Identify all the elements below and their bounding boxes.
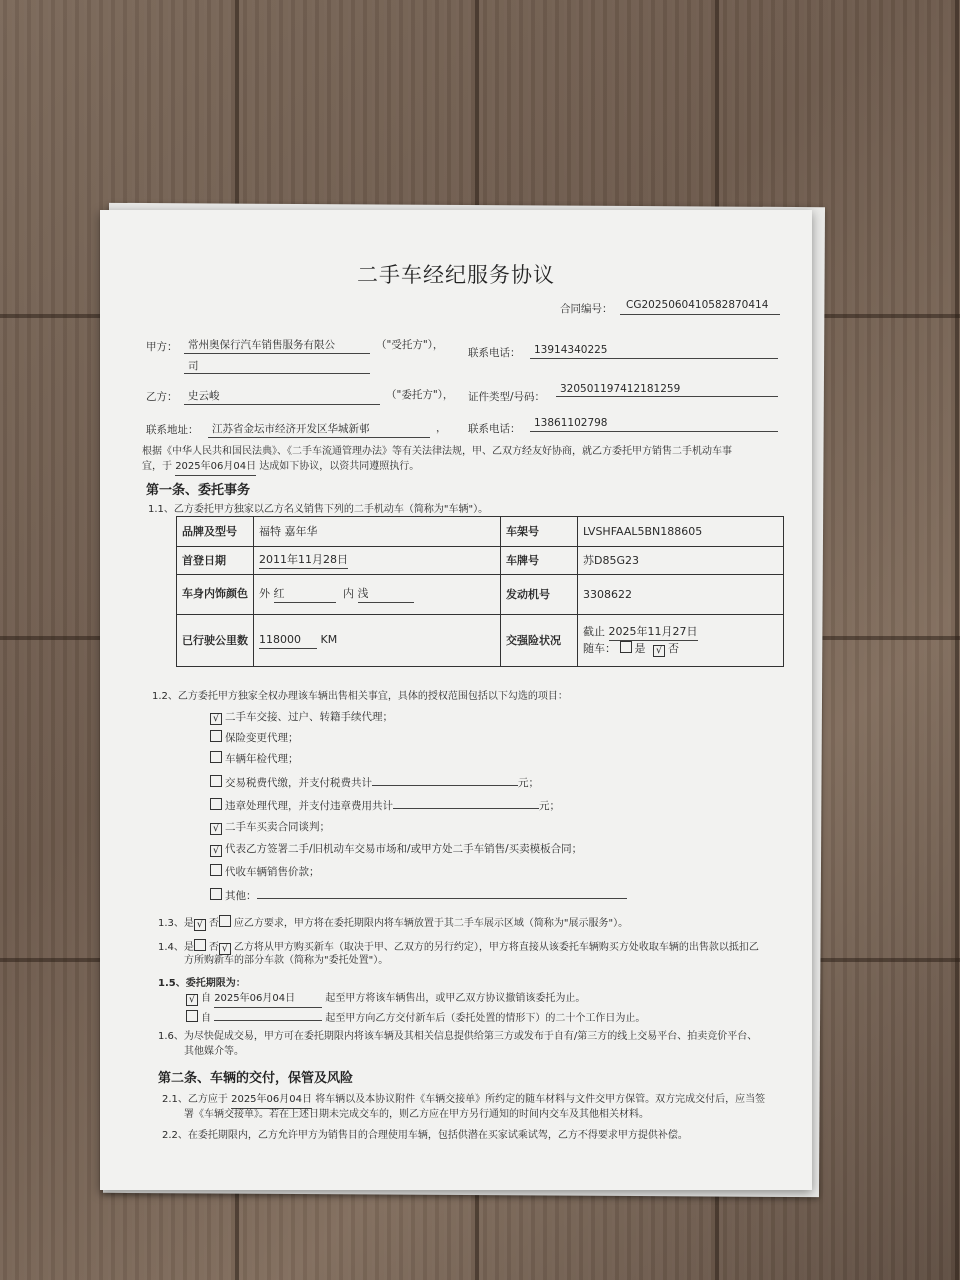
clause-1-1: 1.1、乙方委托甲方独家以乙方名义销售下列的二手机动车（简称为"车辆"）。 <box>148 504 489 515</box>
clause-1-4-no-checkbox[interactable]: √ <box>219 943 231 955</box>
party-b-phone-label: 联系电话： <box>468 423 521 435</box>
option-9-checkbox[interactable] <box>210 888 222 900</box>
option-4-checkbox[interactable] <box>210 775 222 787</box>
party-a-label: 甲方： <box>146 341 178 353</box>
contract-number-underline <box>620 314 780 315</box>
reg-date-label: 首登日期 <box>177 547 254 575</box>
party-b-label: 乙方： <box>146 391 178 403</box>
option-7-label: 代表乙方签署二手/旧机动车交易市场和/或甲方处二手车销售/买卖模板合同； <box>225 843 583 855</box>
option-9-label: 其他： <box>225 890 257 902</box>
address-label: 联系地址： <box>146 424 199 436</box>
intro-line2 <box>142 460 419 476</box>
option-3 <box>210 751 299 767</box>
color-label: 车身内饰颜色 <box>177 575 254 615</box>
table-row <box>177 517 784 547</box>
table-row <box>177 575 784 615</box>
clause-1-3-yes-checkbox[interactable]: √ <box>194 919 206 931</box>
option-8-checkbox[interactable] <box>210 864 222 876</box>
option-7 <box>210 842 582 857</box>
party-b-id: 320501197412181259 <box>560 383 681 395</box>
insurance-no-label: 否 <box>668 641 679 655</box>
party-a-name-line1: 常州奥保行汽车销售服务有限公 <box>188 339 335 351</box>
party-b-name-underline <box>184 404 380 405</box>
option-9 <box>210 886 627 904</box>
clause-1-4-prefix: 1.4、是 <box>158 942 194 953</box>
option-6 <box>210 820 330 835</box>
insurance-follow <box>583 641 778 657</box>
clause-1-3-no-checkbox[interactable] <box>219 915 231 927</box>
vin-value: LVSHFAAL5BN188605 <box>578 517 784 547</box>
clause-1-6-line2: 其他媒介等。 <box>184 1046 244 1057</box>
brand-value: 福特 嘉年华 <box>254 517 501 547</box>
insurance-follow-label: 随车： <box>583 641 616 655</box>
clause-1-5-a-checkbox[interactable]: √ <box>186 994 198 1006</box>
exterior-label: 外 <box>259 587 270 601</box>
option-7-checkbox[interactable]: √ <box>210 845 222 857</box>
intro-date: 2025年06月04日 <box>175 460 256 476</box>
intro-suffix: 达成如下协议，以资共同遵照执行。 <box>259 461 420 472</box>
option-3-label: 车辆年检代理； <box>225 753 299 765</box>
clause-1-5-a-text: 起至甲方将该车辆售出，或甲乙双方协议撤销该委托为止。 <box>325 993 586 1004</box>
clause-1-6-line1: 1.6、为尽快促成交易，甲方可在委托期限内将该车辆及其相关信息提供给第三方或发布于自有/第三方的线上交易平台、拍卖竞价平台、 <box>158 1031 758 1042</box>
party-a-underline1 <box>184 353 370 354</box>
clause-1-4-yes-checkbox[interactable] <box>194 939 206 951</box>
party-b-id-label: 证件类型/号码： <box>468 391 546 403</box>
option-5-label: 违章处理代理，并支付违章费用共计 <box>225 800 393 812</box>
option-4-blank[interactable] <box>372 773 518 786</box>
clause-1-2: 1.2、乙方委托甲方独家全权办理该车辆出售相关事宜，具体的授权范围包括以下勾选的项目： <box>152 691 568 702</box>
brand-label: 品牌及型号 <box>177 517 254 547</box>
interior-color: 浅 <box>358 586 414 603</box>
party-b-name: 史云峻 <box>188 390 220 402</box>
party-b-id-underline <box>556 396 778 397</box>
clause-2-1-prefix: 2.1、乙方应于 <box>162 1094 228 1105</box>
party-a-name-line2: 司 <box>188 360 199 372</box>
clause-1-4-no-label: 否 <box>208 942 219 953</box>
contract-document <box>100 210 812 1190</box>
intro-prefix: 宜，于 <box>142 461 172 472</box>
exterior-color: 红 <box>274 586 336 603</box>
clause-1-4-line1: 乙方将从甲方购买新车（取决于甲、乙双方的另行约定），甲方将直接从该委托车辆购买方处收取车辆的出售款以抵扣乙 <box>233 942 759 953</box>
clause-1-5-title: 1.5、委托期限为： <box>158 978 246 989</box>
option-5-checkbox[interactable] <box>210 798 222 810</box>
vehicle-info-table <box>176 516 784 667</box>
clause-1-3-prefix: 1.3、是 <box>158 918 194 929</box>
option-5 <box>210 796 560 814</box>
clause-1-5-b-text: 起至甲方向乙方交付新车后（委托处置的情形下）的二十个工作日为止。 <box>325 1013 646 1024</box>
insurance-expiry <box>583 624 778 641</box>
clause-2-1-line1 <box>162 1093 765 1109</box>
option-4 <box>210 773 539 791</box>
clause-1-3-text: 应乙方要求，甲方将在委托期限内将车辆放置于其二手车展示区域（简称为"展示服务"）。 <box>233 918 629 929</box>
clause-1-5-b <box>186 1008 645 1027</box>
section-1-title: 第一条、委托事务 <box>146 483 251 498</box>
option-5-yuan: 元； <box>539 800 560 812</box>
section-2-title: 第二条、车辆的交付，保管及风险 <box>158 1071 354 1086</box>
clause-1-3 <box>158 915 628 932</box>
reg-date-cell <box>254 547 501 575</box>
address-comma: ， <box>436 422 447 434</box>
party-a-phone-underline <box>530 358 778 359</box>
clause-1-4-line2: 方所购新车的部分车款（简称为"委托处置"）。 <box>184 955 389 966</box>
color-cell <box>254 575 501 615</box>
clause-1-5-b-prefix: 自 <box>201 1013 211 1024</box>
table-row <box>177 547 784 575</box>
option-3-checkbox[interactable] <box>210 751 222 763</box>
mileage-value: 118000 <box>259 632 317 649</box>
party-a-phone: 13914340225 <box>534 344 608 356</box>
option-8 <box>210 864 320 880</box>
clause-2-2: 2.2、在委托期限内，乙方允许甲方为销售目的合理使用车辆，包括供潜在买家试乘试驾，乙方不得要求甲方提供补偿。 <box>162 1130 688 1141</box>
option-4-label: 交易税费代缴，并支付税费共计 <box>225 777 372 789</box>
clause-2-1-text: 将车辆以及本协议附件《车辆交接单》所约定的随车材料与文件交甲方保管。双方完成交付后，应当签 <box>315 1094 766 1105</box>
insurance-prefix: 截止 <box>583 625 605 639</box>
clause-1-5-b-checkbox[interactable] <box>186 1010 198 1022</box>
option-2 <box>210 730 299 746</box>
insurance-yes-checkbox[interactable] <box>620 641 632 653</box>
plate-label: 车牌号 <box>501 547 578 575</box>
table-row <box>177 615 784 667</box>
intro-line1: 根据《中华人民共和国民法典》、《二手车流通管理办法》等有关法律法规，甲、乙双方经友好协商，就乙方委托甲方销售二手机动车事 <box>142 446 732 457</box>
party-a-role: （"受托方"）， <box>376 339 444 351</box>
plate-value: 苏D85G23 <box>578 547 784 575</box>
mileage-cell <box>254 615 501 667</box>
clause-2-1-date: 2025年06月04日 <box>231 1093 312 1109</box>
option-6-label: 二手车买卖合同谈判； <box>225 821 330 833</box>
contract-number-label: 合同编号： <box>560 303 613 315</box>
option-1-checkbox[interactable]: √ <box>210 713 222 725</box>
party-b-phone-underline <box>530 431 778 432</box>
option-6-checkbox[interactable]: √ <box>210 823 222 835</box>
option-8-label: 代收车辆销售价款； <box>225 866 320 878</box>
engine-value: 3308622 <box>578 575 784 615</box>
insurance-yes-label: 是 <box>634 641 646 655</box>
option-5-blank[interactable] <box>393 796 539 809</box>
interior-label: 内 <box>343 587 354 601</box>
option-1 <box>210 710 393 725</box>
vin-label: 车架号 <box>501 517 578 547</box>
party-b-role: （"委托方"）， <box>386 389 454 401</box>
party-b-address: 江苏省金坛市经济开发区华城新邨 <box>212 423 370 435</box>
insurance-cell <box>578 615 784 667</box>
clause-1-5-b-date-blank[interactable] <box>214 1008 322 1021</box>
engine-label: 发动机号 <box>501 575 578 615</box>
party-a-underline2 <box>184 373 370 374</box>
option-2-label: 保险变更代理； <box>225 732 299 744</box>
clause-1-3-no-label: 否 <box>208 918 219 929</box>
document-title: 二手车经纪服务协议 <box>357 263 555 287</box>
address-underline <box>208 437 430 438</box>
option-9-blank[interactable] <box>257 886 627 899</box>
mileage-label: 已行驶公里数 <box>177 615 254 667</box>
clause-1-5-a-prefix: 自 <box>201 993 211 1004</box>
contract-number: CG2025060410582870414 <box>626 299 769 311</box>
party-a-phone-label: 联系电话： <box>468 347 521 359</box>
option-2-checkbox[interactable] <box>210 730 222 742</box>
clause-1-5-a-date: 2025年06月04日 <box>214 992 322 1008</box>
insurance-date: 2025年11月27日 <box>609 624 698 641</box>
clause-1-5-a <box>186 992 585 1008</box>
insurance-label: 交强险状况 <box>501 615 578 667</box>
option-4-yuan: 元； <box>518 777 539 789</box>
party-b-phone: 13861102798 <box>534 417 608 429</box>
reg-date-value: 2011年11月28日 <box>259 552 348 569</box>
clause-2-1-line2: 署《车辆交接单》。若在上述日期未完成交车的，则乙方应在甲方另行通知的时间内交车及其他相关材料。 <box>184 1109 649 1120</box>
mileage-unit: KM <box>320 633 338 647</box>
option-1-label: 二手车交接、过户、转籍手续代理； <box>225 711 393 723</box>
insurance-no-checkbox[interactable]: √ <box>653 645 665 657</box>
